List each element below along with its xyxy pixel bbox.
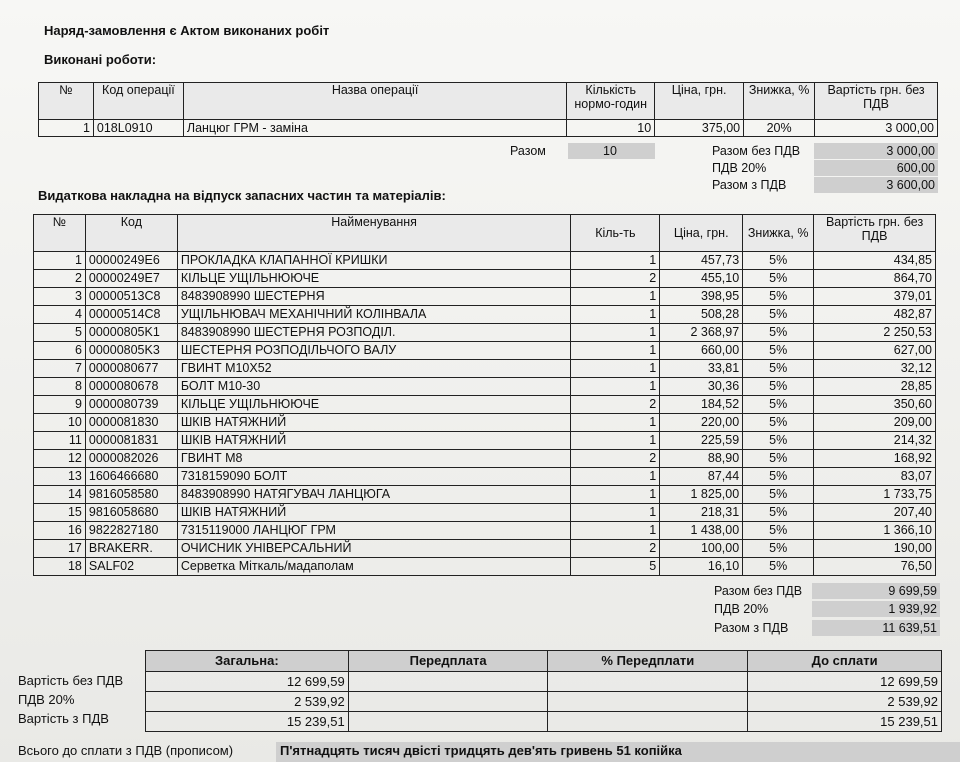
works-header-n: №	[39, 83, 94, 120]
table-row	[34, 324, 936, 342]
parts-cell-total: 864,70	[814, 270, 936, 288]
parts-cell-disc: 5%	[743, 324, 814, 342]
parts-cell-code: 00000514C8	[85, 306, 177, 324]
table-row	[34, 522, 936, 540]
parts-cell-name: 8483908990 НАТЯГУВАЧ ЛАНЦЮГА	[177, 486, 571, 504]
parts-cell-name: 8483908990 ШЕСТЕРНЯ РОЗПОДІЛ.	[177, 324, 571, 342]
amount-in-words	[18, 742, 682, 760]
parts-cell-n: 14	[34, 486, 86, 504]
parts-cell-name: ГВИНТ М10Х52	[177, 360, 571, 378]
parts-cell-qty: 1	[571, 342, 660, 360]
table-row	[34, 486, 936, 504]
table-row	[34, 450, 936, 468]
parts-cell-total: 627,00	[814, 342, 936, 360]
parts-cell-name: 8483908990 ШЕСТЕРНЯ	[177, 288, 571, 306]
parts-cell-total: 214,32	[814, 432, 936, 450]
parts-cell-code: 00000805K3	[85, 342, 177, 360]
parts-header-price: Ціна, грн.	[660, 215, 743, 252]
parts-cell-qty: 1	[571, 360, 660, 378]
parts-cell-n: 1	[34, 252, 86, 270]
works-header-total: Вартість грн. без ПДВ	[815, 83, 938, 120]
parts-cell-n: 3	[34, 288, 86, 306]
parts-cell-name: Серветка Міткаль/мадаполам	[177, 558, 571, 576]
parts-cell-name: ШЕСТЕРНЯ РОЗПОДІЛЬЧОГО ВАЛУ	[177, 342, 571, 360]
parts-cell-name: ГВИНТ М8	[177, 450, 571, 468]
parts-cell-total: 83,07	[814, 468, 936, 486]
table-row	[34, 504, 936, 522]
parts-cell-qty: 2	[571, 270, 660, 288]
parts-heading: Видаткова накладна на відпуск запасних частин та матеріалів:	[38, 188, 446, 203]
parts-cell-price: 33,81	[660, 360, 743, 378]
parts-cell-total: 482,87	[814, 306, 936, 324]
parts-header-total: Вартість грн. без ПДВ	[814, 215, 936, 252]
parts-cell-n: 2	[34, 270, 86, 288]
parts-cell-n: 6	[34, 342, 86, 360]
parts-cell-price: 87,44	[660, 468, 743, 486]
works-header-row	[39, 83, 938, 120]
table-row	[34, 468, 936, 486]
parts-with-vat-value: 11 639,51	[812, 620, 940, 636]
totals-header-prepay: Передплата	[348, 651, 548, 672]
parts-vat-label: ПДВ 20%	[714, 602, 769, 616]
parts-cell-total: 32,12	[814, 360, 936, 378]
parts-no-vat-label: Разом без ПДВ	[714, 584, 803, 598]
parts-cell-name: БОЛТ М10-30	[177, 378, 571, 396]
parts-cell-n: 17	[34, 540, 86, 558]
parts-cell-n: 8	[34, 378, 86, 396]
totals-cell-general: 15 239,51	[146, 712, 349, 732]
parts-cell-qty: 1	[571, 432, 660, 450]
works-with-vat-value: 3 600,00	[814, 177, 938, 193]
parts-with-vat-line	[0, 620, 960, 637]
parts-cell-name: ШКІВ НАТЯЖНИЙ	[177, 504, 571, 522]
parts-cell-code: 0000081831	[85, 432, 177, 450]
parts-cell-disc: 5%	[743, 468, 814, 486]
totals-cell-prepay	[348, 672, 548, 692]
table-row	[34, 270, 936, 288]
parts-cell-disc: 5%	[743, 432, 814, 450]
parts-cell-name: КІЛЬЦЕ УЩІЛЬНЮЮЧЕ	[177, 396, 571, 414]
parts-cell-code: 0000080739	[85, 396, 177, 414]
table-row	[34, 414, 936, 432]
table-row	[34, 540, 936, 558]
parts-cell-price: 1 825,00	[660, 486, 743, 504]
parts-cell-price: 398,95	[660, 288, 743, 306]
parts-cell-disc: 5%	[743, 486, 814, 504]
parts-cell-name: ОЧИСНИК УНІВЕРСАЛЬНИЙ	[177, 540, 571, 558]
works-cell-qty: 10	[567, 120, 655, 137]
parts-cell-price: 218,31	[660, 504, 743, 522]
parts-cell-n: 10	[34, 414, 86, 432]
parts-cell-n: 18	[34, 558, 86, 576]
works-heading: Виконані роботи:	[44, 52, 157, 67]
works-with-vat-label: Разом з ПДВ	[712, 178, 787, 192]
parts-cell-qty: 1	[571, 288, 660, 306]
works-header-code: Код операції	[93, 83, 183, 120]
document-title: Наряд-замовлення є Актом виконаних робіт	[44, 23, 330, 38]
parts-cell-n: 5	[34, 324, 86, 342]
parts-with-vat-label: Разом з ПДВ	[714, 621, 789, 635]
totals-header-due: До сплати	[748, 651, 942, 672]
totals-header-row	[146, 651, 942, 672]
table-row	[34, 360, 936, 378]
parts-cell-total: 76,50	[814, 558, 936, 576]
parts-cell-qty: 1	[571, 522, 660, 540]
parts-cell-name: 7315119000 ЛАНЦЮГ ГРМ	[177, 522, 571, 540]
parts-cell-price: 88,90	[660, 450, 743, 468]
totals-cell-prepay	[348, 712, 548, 732]
totals-table	[145, 650, 942, 732]
parts-no-vat-line	[0, 583, 960, 600]
parts-cell-n: 16	[34, 522, 86, 540]
totals-cell-due: 2 539,92	[748, 692, 942, 712]
totals-labels	[18, 671, 123, 728]
parts-cell-n: 9	[34, 396, 86, 414]
parts-cell-total: 207,40	[814, 504, 936, 522]
parts-cell-code: 9816058580	[85, 486, 177, 504]
parts-cell-disc: 5%	[743, 342, 814, 360]
works-cell-total: 3 000,00	[815, 120, 938, 137]
parts-cell-disc: 5%	[743, 270, 814, 288]
parts-cell-code: 0000081830	[85, 414, 177, 432]
parts-cell-code: 00000513C8	[85, 288, 177, 306]
parts-cell-disc: 5%	[743, 558, 814, 576]
parts-cell-price: 100,00	[660, 540, 743, 558]
table-row	[39, 120, 938, 137]
totals-header-prepay-pct: % Передплати	[548, 651, 748, 672]
parts-cell-disc: 5%	[743, 450, 814, 468]
parts-cell-total: 350,60	[814, 396, 936, 414]
parts-cell-disc: 5%	[743, 360, 814, 378]
totals-cell-general: 2 539,92	[146, 692, 349, 712]
parts-cell-n: 15	[34, 504, 86, 522]
parts-cell-qty: 2	[571, 396, 660, 414]
works-cell-n: 1	[39, 120, 94, 137]
table-row	[34, 378, 936, 396]
parts-cell-disc: 5%	[743, 504, 814, 522]
parts-cell-qty: 1	[571, 306, 660, 324]
parts-cell-total: 190,00	[814, 540, 936, 558]
words-label: Всього до сплати з ПДВ (прописом)	[18, 743, 234, 758]
works-cell-name: Ланцюг ГРМ - заміна	[183, 120, 566, 137]
works-header-qty: Кількість нормо-годин	[567, 83, 655, 120]
table-row	[34, 558, 936, 576]
works-sum-line	[0, 143, 960, 160]
parts-cell-price: 455,10	[660, 270, 743, 288]
table-row	[34, 306, 936, 324]
works-cell-price: 375,00	[655, 120, 744, 137]
parts-cell-qty: 1	[571, 504, 660, 522]
parts-cell-n: 13	[34, 468, 86, 486]
parts-cell-price: 1 438,00	[660, 522, 743, 540]
parts-cell-name: ПРОКЛАДКА КЛАПАННОЇ КРИШКИ	[177, 252, 571, 270]
parts-cell-total: 168,92	[814, 450, 936, 468]
parts-vat-line	[0, 601, 960, 618]
parts-table	[33, 214, 936, 576]
parts-cell-price: 660,00	[660, 342, 743, 360]
table-row	[34, 288, 936, 306]
parts-cell-code: 00000249E7	[85, 270, 177, 288]
table-row	[34, 396, 936, 414]
works-cell-code: 018L0910	[93, 120, 183, 137]
table-row	[34, 342, 936, 360]
parts-header-n: №	[34, 215, 86, 252]
totals-label-no-vat: Вартість без ПДВ	[18, 673, 124, 688]
parts-cell-code: 1606466680	[85, 468, 177, 486]
table-row	[34, 432, 936, 450]
parts-cell-disc: 5%	[743, 288, 814, 306]
parts-cell-disc: 5%	[743, 414, 814, 432]
totals-cell-prepay-pct	[548, 692, 748, 712]
works-sum-qty: 10	[568, 143, 655, 159]
works-vat-value: 600,00	[814, 160, 938, 176]
parts-cell-code: 9822827180	[85, 522, 177, 540]
parts-cell-price: 2 368,97	[660, 324, 743, 342]
parts-cell-price: 30,36	[660, 378, 743, 396]
totals-header-general: Загальна:	[146, 651, 349, 672]
works-no-vat-label: Разом без ПДВ	[712, 144, 801, 158]
parts-cell-price: 457,73	[660, 252, 743, 270]
parts-cell-price: 225,59	[660, 432, 743, 450]
parts-cell-code: 0000080677	[85, 360, 177, 378]
parts-cell-qty: 1	[571, 486, 660, 504]
parts-cell-code: BRAKERR.	[85, 540, 177, 558]
words-value: П'ятнадцять тисяч двісті тридцять дев'ять гривень 51 копійка	[276, 742, 960, 762]
parts-header-name: Найменування	[177, 215, 571, 252]
parts-cell-total: 1 366,10	[814, 522, 936, 540]
parts-cell-disc: 5%	[743, 252, 814, 270]
parts-cell-name: ШКІВ НАТЯЖНИЙ	[177, 414, 571, 432]
totals-cell-due: 15 239,51	[748, 712, 942, 732]
parts-cell-n: 7	[34, 360, 86, 378]
parts-cell-code: 0000082026	[85, 450, 177, 468]
parts-cell-total: 434,85	[814, 252, 936, 270]
parts-cell-qty: 5	[571, 558, 660, 576]
table-row	[146, 672, 942, 692]
parts-cell-disc: 5%	[743, 378, 814, 396]
parts-vat-value: 1 939,92	[812, 601, 940, 617]
totals-label-with-vat: Вартість з ПДВ	[18, 711, 109, 726]
totals-cell-prepay-pct	[548, 672, 748, 692]
parts-cell-n: 11	[34, 432, 86, 450]
parts-cell-disc: 5%	[743, 522, 814, 540]
works-vat-label: ПДВ 20%	[712, 161, 767, 175]
table-row	[34, 252, 936, 270]
parts-cell-disc: 5%	[743, 540, 814, 558]
parts-cell-qty: 1	[571, 468, 660, 486]
totals-cell-prepay	[348, 692, 548, 712]
parts-cell-code: SALF02	[85, 558, 177, 576]
parts-cell-name: УЩІЛЬНЮВАЧ МЕХАНІЧНИЙ КОЛІНВАЛА	[177, 306, 571, 324]
totals-cell-prepay-pct	[548, 712, 748, 732]
parts-cell-total: 209,00	[814, 414, 936, 432]
parts-cell-disc: 5%	[743, 396, 814, 414]
totals-label-vat: ПДВ 20%	[18, 692, 75, 707]
parts-cell-price: 220,00	[660, 414, 743, 432]
parts-cell-qty: 1	[571, 324, 660, 342]
parts-cell-n: 12	[34, 450, 86, 468]
works-header-name: Назва операції	[183, 83, 566, 120]
works-sum-label: Разом	[510, 144, 546, 158]
parts-cell-qty: 2	[571, 540, 660, 558]
works-cell-disc: 20%	[744, 120, 815, 137]
parts-cell-total: 379,01	[814, 288, 936, 306]
parts-cell-disc: 5%	[743, 306, 814, 324]
parts-header-disc: Знижка, %	[743, 215, 814, 252]
table-row	[146, 692, 942, 712]
parts-cell-qty: 1	[571, 414, 660, 432]
parts-no-vat-value: 9 699,59	[812, 583, 940, 599]
parts-cell-total: 1 733,75	[814, 486, 936, 504]
totals-cell-due: 12 699,59	[748, 672, 942, 692]
parts-cell-price: 184,52	[660, 396, 743, 414]
parts-cell-price: 508,28	[660, 306, 743, 324]
parts-cell-name: КІЛЬЦЕ УЩІЛЬНЮЮЧЕ	[177, 270, 571, 288]
works-table	[38, 82, 938, 137]
parts-cell-qty: 1	[571, 252, 660, 270]
parts-cell-qty: 1	[571, 378, 660, 396]
parts-cell-price: 16,10	[660, 558, 743, 576]
parts-header-code: Код	[85, 215, 177, 252]
parts-cell-code: 00000805K1	[85, 324, 177, 342]
parts-cell-name: ШКІВ НАТЯЖНИЙ	[177, 432, 571, 450]
parts-cell-n: 4	[34, 306, 86, 324]
works-header-disc: Знижка, %	[744, 83, 815, 120]
parts-cell-code: 9816058680	[85, 504, 177, 522]
works-no-vat-value: 3 000,00	[814, 143, 938, 159]
table-row	[146, 712, 942, 732]
parts-cell-code: 00000249E6	[85, 252, 177, 270]
works-vat-line	[0, 160, 960, 177]
parts-header-qty: Кіль-ть	[571, 215, 660, 252]
parts-cell-total: 2 250,53	[814, 324, 936, 342]
parts-cell-total: 28,85	[814, 378, 936, 396]
parts-header-row	[34, 215, 936, 252]
totals-cell-general: 12 699,59	[146, 672, 349, 692]
works-header-price: Ціна, грн.	[655, 83, 744, 120]
parts-cell-name: 7318159090 БОЛТ	[177, 468, 571, 486]
parts-cell-code: 0000080678	[85, 378, 177, 396]
parts-cell-qty: 2	[571, 450, 660, 468]
